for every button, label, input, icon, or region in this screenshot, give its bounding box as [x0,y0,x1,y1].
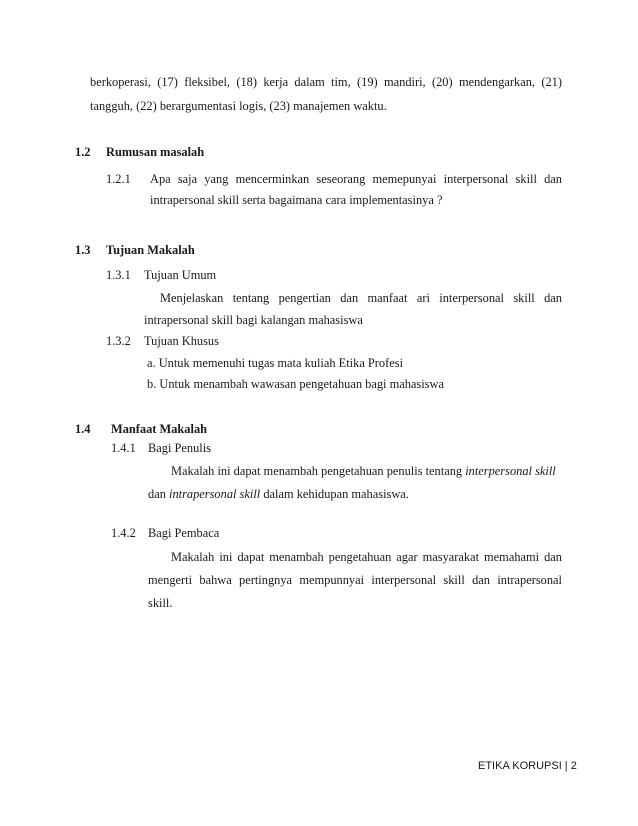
penulis-line-2-text-b: dalam kehidupan mahasiswa. [263,487,409,501]
tujuan-umum-line-1: Menjelaskan tentang pengertian dan manfaat ari interpersonal skill dan [160,291,562,305]
penulis-line-1-text: Makalah ini dapat menambah pengetahuan penulis tentang [171,464,463,478]
subsection-number-1-2-1: 1.2.1 [106,172,131,186]
list-item-b: b. Untuk menambah wawasan pengetahuan bagi mahasiswa [147,377,444,391]
rumusan-line-2: intrapersonal skill serta bagaimana cara implementasinya ? [150,193,443,207]
section-number-1-4: 1.4 [75,422,91,436]
pembaca-line-3: skill. [148,596,173,610]
penulis-line-2-italic: intrapersonal skill [169,487,261,501]
list-item-a: a. Untuk memenuhi tugas mata kuliah Etika Profesi [147,356,404,370]
section-title-rumusan: Rumusan masalah [106,145,205,159]
tujuan-umum-line-2: intrapersonal skill bagi kalangan mahasiswa [144,313,363,327]
subsection-title-tujuan-khusus: Tujuan Khusus [144,334,219,348]
page-footer: ETIKA KORUPSI | 2 [478,760,577,772]
subsection-number-1-4-2: 1.4.2 [111,526,136,540]
section-number-1-3: 1.3 [75,243,91,257]
subsection-title-bagi-penulis: Bagi Penulis [148,441,211,455]
penulis-line-1 [171,464,556,479]
penulis-line-2 [148,487,409,502]
subsection-number-1-3-2: 1.3.2 [106,334,131,348]
section-title-manfaat: Manfaat Makalah [111,422,208,436]
penulis-line-1-italic: interpersonal skill [465,464,556,478]
subsection-title-bagi-pembaca: Bagi Pembaca [148,526,220,540]
pembaca-line-1: Makalah ini dapat menambah pengetahuan agar masyarakat memahami dan [171,550,562,564]
penulis-line-2-text-a: dan [148,487,166,501]
subsection-number-1-4-1: 1.4.1 [111,441,136,455]
subsection-title-tujuan-umum: Tujuan Umum [144,268,217,282]
intro-line-1: berkoperasi, (17) fleksibel, (18) kerja dalam tim, (19) mandiri, (20) mendengarkan, (21) [90,75,562,89]
intro-line-2: tangguh, (22) berargumentasi logis, (23) manajemen waktu. [90,99,387,113]
pembaca-line-2: mengerti bahwa pertingnya mempunnyai interpersonal skill dan intrapersonal [148,573,562,587]
section-number-1-2: 1.2 [75,145,91,159]
subsection-number-1-3-1: 1.3.1 [106,268,131,282]
rumusan-line-1: Apa saja yang mencerminkan seseorang memepunyai interpersonal skill dan [150,172,562,186]
section-title-tujuan: Tujuan Makalah [106,243,195,257]
